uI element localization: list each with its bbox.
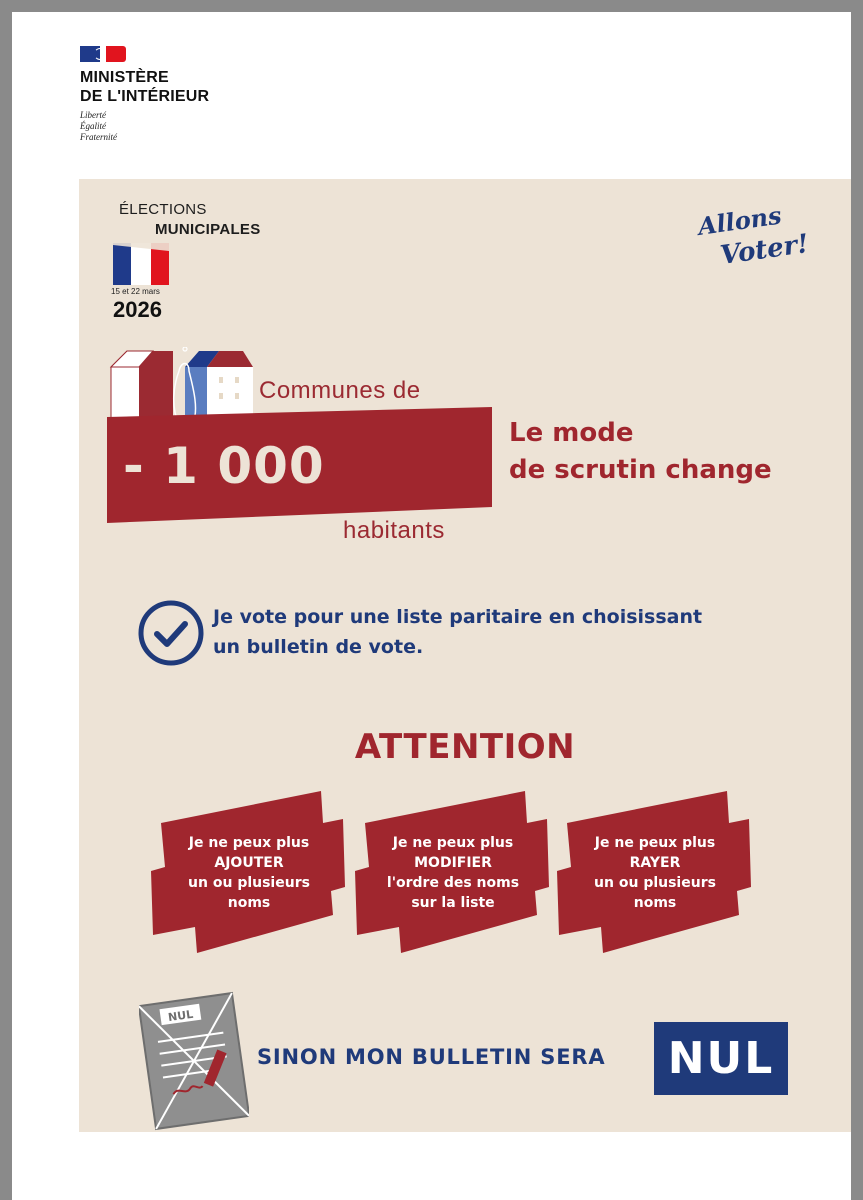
communes-label: Communes de	[259, 377, 421, 404]
elections-badge	[109, 201, 309, 322]
warning-text-strike	[555, 833, 755, 913]
warning-line: Je ne peux plus	[188, 835, 310, 851]
population-threshold: - 1 000	[123, 437, 325, 495]
page	[12, 12, 851, 1200]
vote-statement-line-1: Je vote pour une liste paritaire en choisissant	[213, 606, 703, 628]
slogan-line-1: Allons	[696, 200, 784, 241]
nul-badge: NUL	[654, 1022, 788, 1095]
warning-line: sur la liste	[411, 895, 495, 911]
election-dates: 15 et 22 mars	[111, 287, 160, 296]
warning-ribbon-strike	[555, 787, 755, 957]
warning-ribbon-modify	[353, 787, 553, 957]
motto-fraternite: Fraternité	[80, 132, 117, 142]
motto-liberte: Liberté	[80, 110, 106, 120]
ministry-line-1: MINISTÈRE	[80, 69, 169, 86]
election-poster	[79, 179, 851, 1132]
warning-line: un ou plusieurs	[188, 875, 310, 891]
warning-line: un ou plusieurs	[594, 875, 716, 891]
attention-title: ATTENTION	[354, 727, 576, 767]
warning-text-add	[149, 833, 349, 913]
republic-motto	[80, 110, 209, 143]
vote-statement-line-2: un bulletin de vote.	[213, 636, 424, 658]
vote-statement	[213, 602, 773, 662]
warning-line: l'ordre des noms	[386, 875, 520, 891]
ministry-name	[80, 68, 209, 106]
motto-egalite: Égalité	[80, 121, 106, 131]
ministry-logo	[80, 46, 209, 143]
habitants-label: habitants	[343, 517, 445, 544]
warning-line: Je ne peux plus	[392, 835, 514, 851]
ministry-line-2: DE L'INTÉRIEUR	[80, 88, 210, 105]
warning-action: AJOUTER	[214, 855, 284, 871]
check-circle-icon	[137, 599, 205, 667]
warning-line: noms	[633, 895, 677, 911]
warning-ribbon-add	[149, 787, 349, 957]
void-warning-sentence: SINON MON BULLETIN SERA	[257, 1045, 606, 1069]
warning-action: RAYER	[629, 855, 681, 871]
headline-line-1: Le mode	[509, 418, 634, 448]
crossed-ballot-icon	[139, 991, 249, 1131]
warning-text-modify	[353, 833, 553, 913]
warning-action: MODIFIER	[414, 855, 492, 871]
france-flag-icon	[113, 243, 169, 285]
elections-word: ÉLECTIONS	[119, 201, 207, 218]
headline	[509, 415, 772, 489]
headline-line-2: de scrutin change	[509, 455, 772, 485]
ballot-nul-label: NUL	[167, 1007, 194, 1025]
slogan-line-2: Voter!	[718, 228, 811, 272]
warning-line: noms	[227, 895, 271, 911]
warning-line: Je ne peux plus	[594, 835, 716, 851]
municipales-word: MUNICIPALES	[155, 221, 261, 238]
marianne-flag-icon	[80, 46, 126, 62]
allons-voter-slogan	[692, 196, 822, 290]
election-year: 2026	[113, 297, 162, 322]
